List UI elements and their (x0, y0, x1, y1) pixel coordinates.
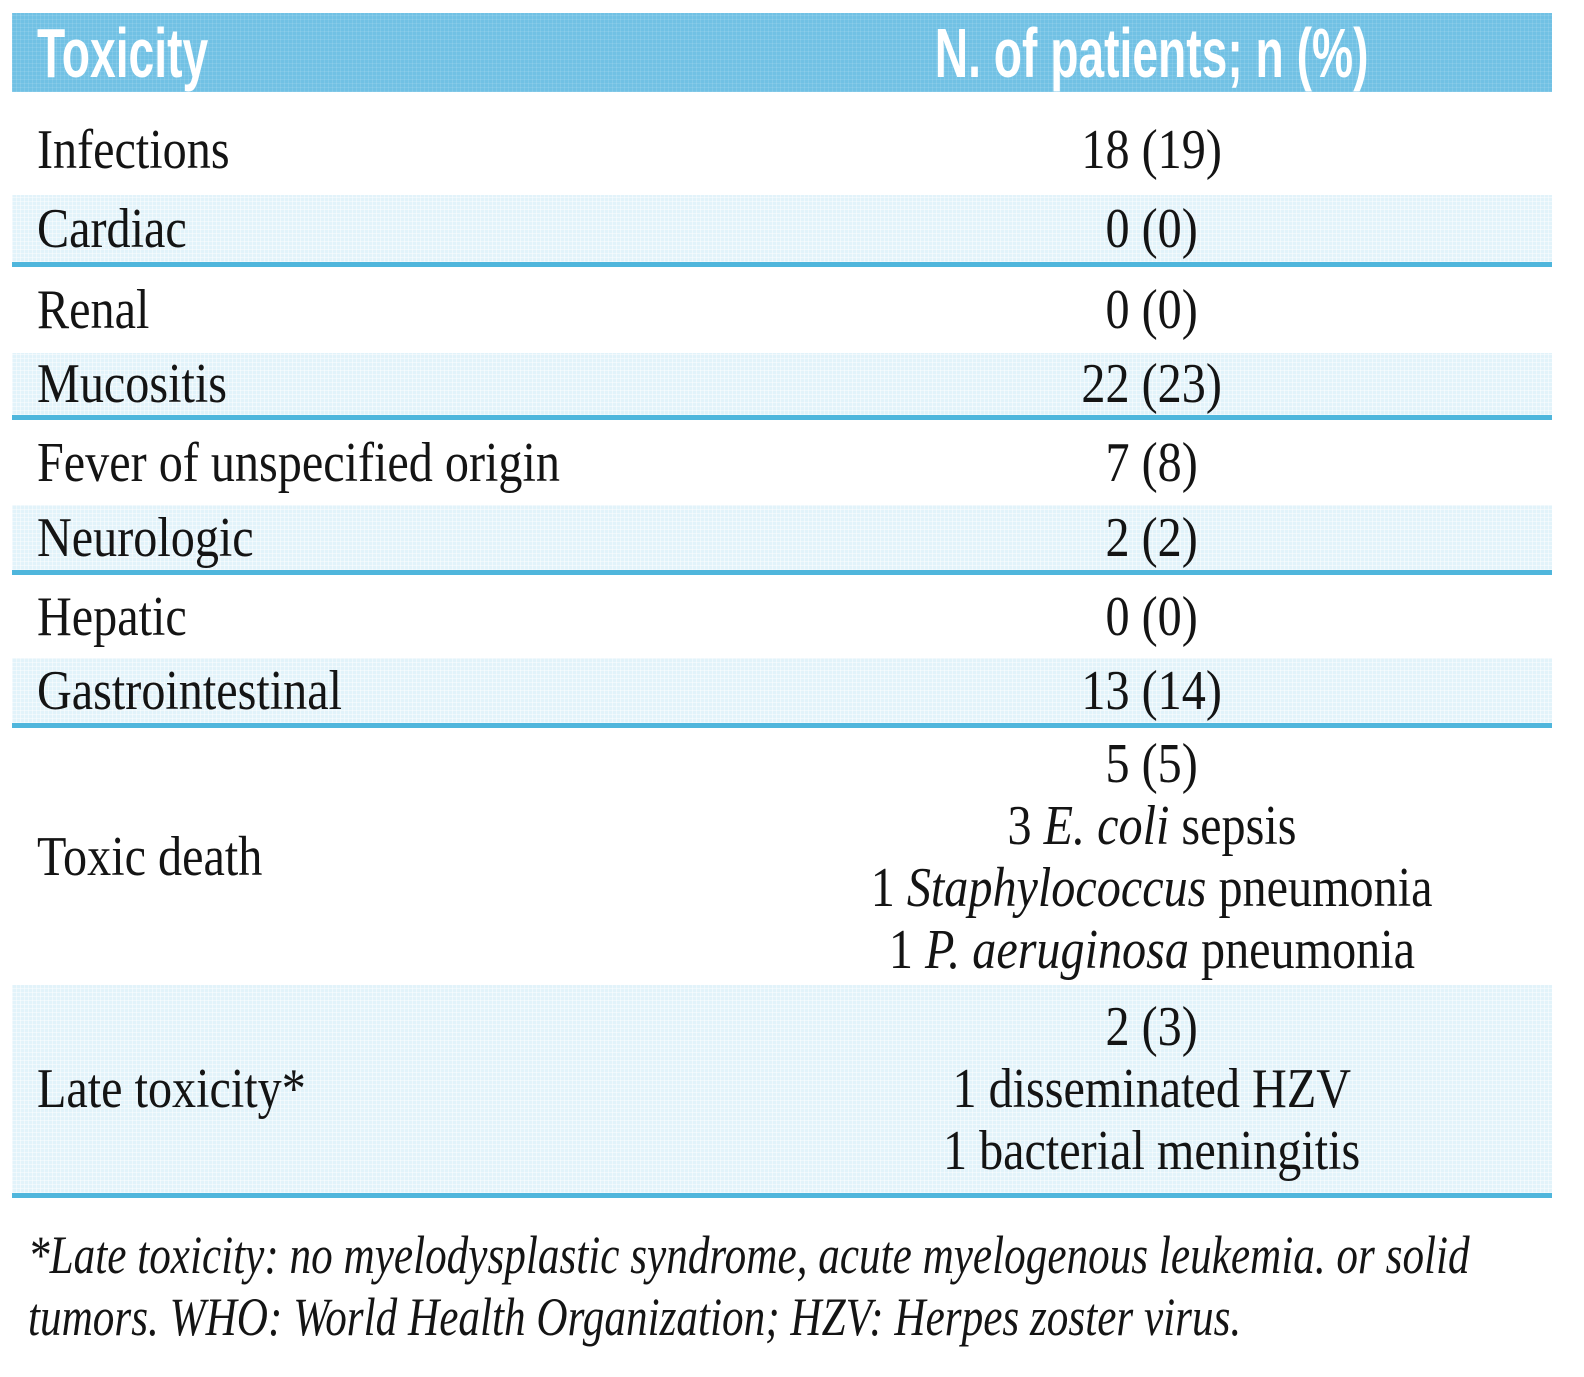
value-text-italic: E. coli (1043, 794, 1169, 857)
row-value-text: 0 (0) (1105, 197, 1198, 260)
table-row-toxic-death (12, 728, 1552, 985)
table-row-late-toxicity (12, 985, 1552, 1193)
row-value-cell (751, 575, 1552, 658)
header-cell-toxicity (12, 13, 751, 92)
header-toxicity-text: Toxicity (37, 13, 209, 92)
row-value-cell (751, 267, 1552, 353)
row-value-text: 18 (19) (1081, 118, 1222, 181)
row-label-text: Renal (37, 279, 150, 341)
table-row-renal (12, 267, 1552, 353)
value-text-prefix: 3 (1007, 794, 1044, 857)
row-label-text: Neurologic (37, 506, 254, 569)
row-value-text: 0 (0) (1105, 585, 1198, 648)
value-text-italic: P. aeruginosa (924, 918, 1189, 981)
row-value-text: 7 (8) (1105, 431, 1198, 494)
table-row-neurologic (12, 505, 1552, 570)
table-row-infections (12, 92, 1552, 195)
footnote-line-text: tumors. WHO: World Health Organization; HZV: Herpes zoster virus. (28, 1287, 1242, 1347)
value-line-text (1007, 795, 1296, 857)
footnote-line-text: *Late toxicity: no myelodysplastic syndrome, acute myelogenous leukemia. or solid (28, 1225, 1470, 1285)
row-label-cell (12, 728, 751, 985)
value-line-text (888, 919, 1414, 981)
row-label-text: Fever of unspecified origin (37, 431, 560, 494)
footnote-line (28, 1286, 1568, 1348)
value-line-text: 2 (3) (1105, 996, 1198, 1058)
row-label-cell (12, 505, 751, 570)
row-label-text: Cardiac (37, 197, 187, 260)
row-label-text: Gastrointestinal (37, 659, 342, 722)
value-text-italic: Staphylococcus (906, 856, 1207, 919)
header-patients-text: N. of patients; n (%) (934, 13, 1369, 92)
header-cell-patients (751, 13, 1552, 92)
value-line (984, 795, 1320, 857)
value-text-suffix: sepsis (1168, 794, 1297, 857)
row-label-cell (12, 104, 751, 195)
value-line (1098, 996, 1205, 1058)
table-row-hepatic (12, 575, 1552, 658)
row-value-text: 2 (2) (1105, 506, 1198, 569)
row-value-text: 0 (0) (1105, 279, 1198, 341)
row-label-text: Toxic death (37, 825, 263, 888)
table-row-cardiac (12, 195, 1552, 262)
row-value-cell (751, 728, 1552, 985)
table-bottom-rule (12, 1193, 1552, 1198)
value-line (846, 919, 1458, 981)
row-label-text: Infections (37, 118, 230, 181)
value-line-text: 1 disseminated HZV (952, 1058, 1351, 1120)
row-label-cell (12, 267, 751, 353)
row-label-cell (12, 575, 751, 658)
row-value-cell (751, 195, 1552, 262)
row-value-cell (751, 658, 1552, 723)
row-value-text: 13 (14) (1081, 659, 1222, 722)
value-line (825, 857, 1478, 919)
footnote-line (28, 1224, 1568, 1286)
value-text-suffix: pneumonia (1188, 918, 1415, 981)
row-value-cell (751, 104, 1552, 195)
value-text-prefix: 1 (870, 856, 907, 919)
row-value-cell (751, 505, 1552, 570)
value-line-text: 5 (5) (1105, 732, 1198, 795)
value-line-text (871, 857, 1433, 919)
row-label-cell (12, 658, 751, 723)
value-text-prefix: 1 (888, 918, 925, 981)
table-header-row (12, 13, 1552, 92)
row-label-text: Hepatic (37, 585, 187, 648)
row-label-cell (12, 985, 751, 1193)
row-label-text: Late toxicity* (37, 1058, 306, 1120)
value-line (920, 1058, 1383, 1120)
row-label-cell (12, 353, 751, 415)
row-label-cell (12, 420, 751, 505)
row-value-cell (751, 353, 1552, 415)
table-row-mucositis (12, 353, 1552, 415)
value-line (909, 1120, 1394, 1182)
row-value-cell (751, 985, 1552, 1193)
value-text-suffix: pneumonia (1206, 856, 1433, 919)
toxicity-table (12, 13, 1552, 1198)
row-value-cell (751, 420, 1552, 505)
footnote (28, 1224, 1568, 1348)
table-row-fever (12, 420, 1552, 505)
row-label-cell (12, 195, 751, 262)
value-line (1098, 733, 1205, 795)
row-value-text: 22 (23) (1081, 353, 1222, 415)
table-row-gastrointestinal (12, 658, 1552, 723)
row-label-text: Mucositis (37, 353, 227, 415)
value-line-text: 1 bacterial meningitis (942, 1120, 1361, 1182)
